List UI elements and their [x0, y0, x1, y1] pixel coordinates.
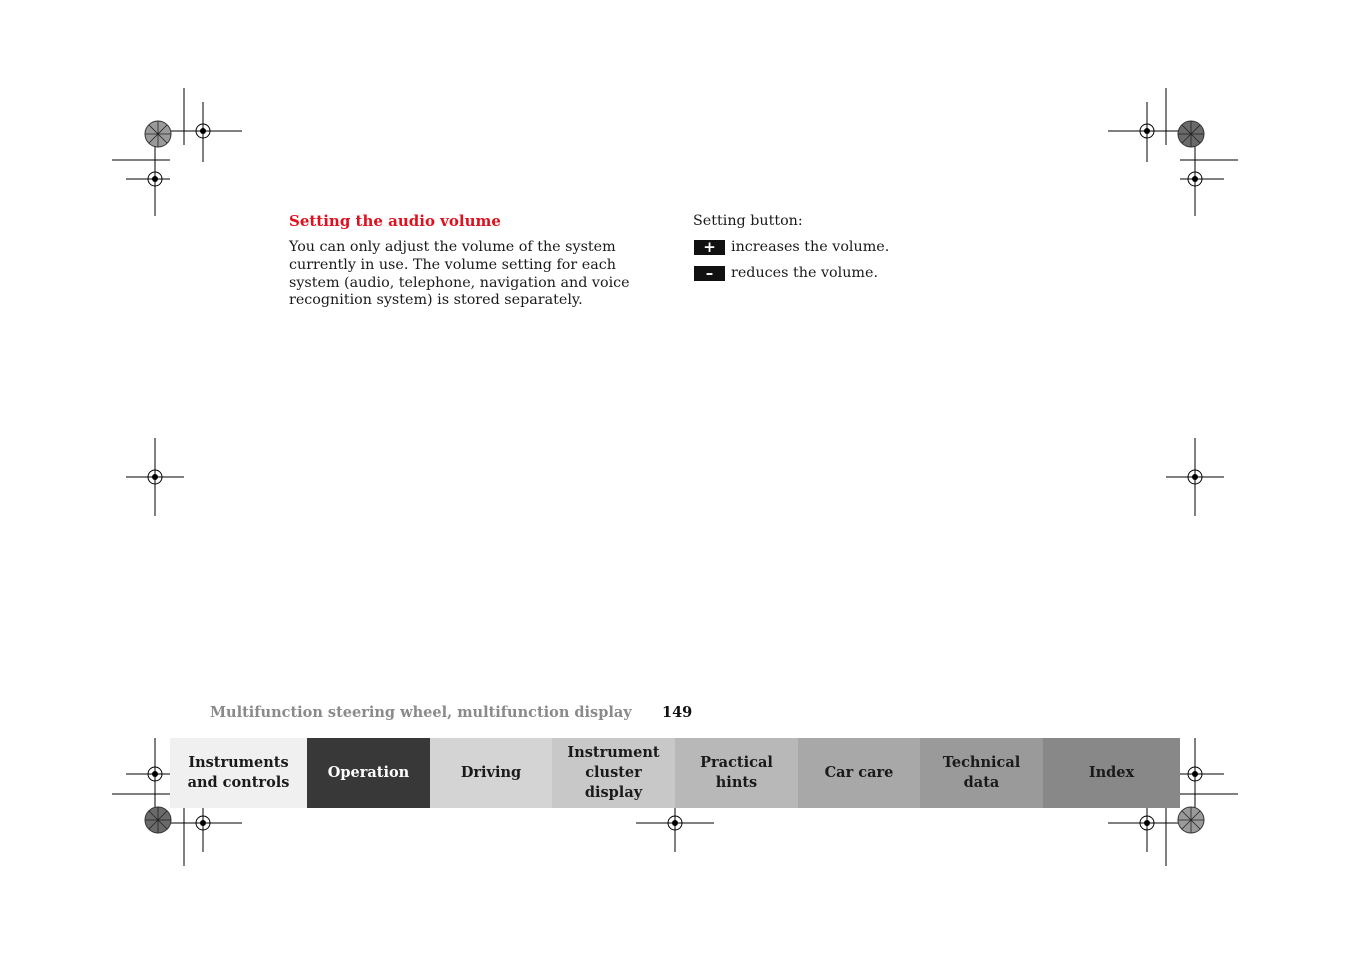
volume-down-description: reduces the volume.: [731, 265, 878, 281]
minus-key-icon: –: [694, 266, 725, 281]
tab-car-care[interactable]: Car care: [798, 738, 920, 808]
tab-practical-hints[interactable]: Practical hints: [675, 738, 798, 808]
page-number: 149: [662, 704, 693, 721]
plus-key-icon: +: [694, 240, 725, 255]
tab-technical-data[interactable]: Technical data: [920, 738, 1043, 808]
tab-instruments-and-controls[interactable]: Instruments and controls: [170, 738, 307, 808]
footer-section-name: Multifunction steering wheel, multifunction display: [210, 704, 632, 721]
volume-up-description: increases the volume.: [731, 239, 890, 255]
tab-instrument-cluster-display[interactable]: Instrument cluster display: [552, 738, 675, 808]
section-title: Setting the audio volume: [289, 212, 501, 230]
setting-button-label: Setting button:: [693, 213, 803, 229]
tab-index[interactable]: Index: [1043, 738, 1180, 808]
tab-operation[interactable]: Operation: [307, 738, 430, 808]
tab-driving[interactable]: Driving: [430, 738, 552, 808]
body-paragraph: You can only adjust the volume of the system currently in use. The volume setting for each system (audio, telephone, navigation and voice recognition system) is stored separately.: [289, 239, 630, 309]
volume-down-row: [694, 265, 878, 281]
volume-up-row: [694, 239, 889, 255]
chapter-nav-bar: [170, 738, 1180, 808]
